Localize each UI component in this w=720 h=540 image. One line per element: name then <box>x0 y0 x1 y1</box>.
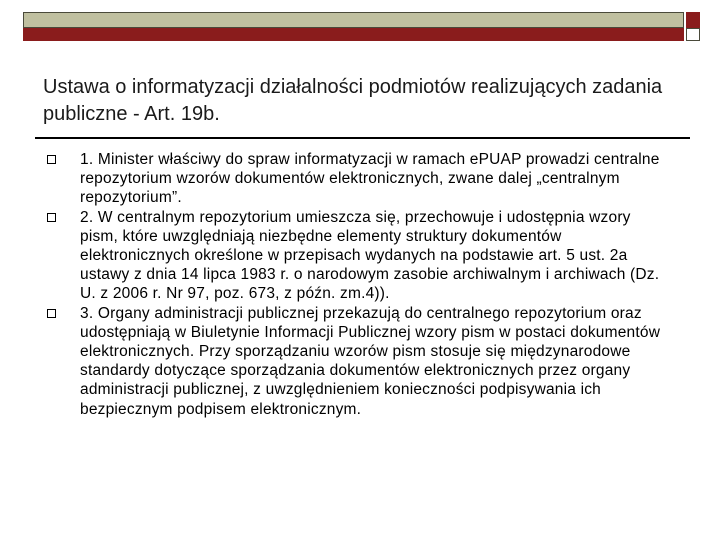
title-divider <box>35 137 690 139</box>
corner-outline-box <box>686 28 700 41</box>
slide-title: Ustawa o informatyzacji działalności podmiotów realizujących zadania publiczne - Art. 19b. <box>43 76 663 125</box>
header-accent-stripe <box>23 28 684 41</box>
list-item-text: 1. Minister właściwy do spraw informatyzacji w ramach ePUAP prowadzi centralne repozytorium wzorów dokumentów elektronicznych, zwane dalej „centralnym repozytorium”. <box>80 151 660 207</box>
corner-accent-box <box>686 12 700 28</box>
square-bullet-icon <box>47 309 56 318</box>
header-band <box>23 12 684 28</box>
list-item-text: 3. Organy administracji publicznej przekazują do centralnego repozytorium oraz udostępniają w Biuletynie Informacji Publicznej wzory pism w postaci dokumentów elektronicznych. Przy sporządzaniu wzorów pism stosuje się międzynarodowe standardy dotyczące sporządzania dokumentów elektronicznych przez organy administracji publicznej, z uwzględnieniem konieczności podpisywania ich bezpiecznym podpisem elektronicznym. <box>80 304 661 418</box>
list-item-text: 2. W centralnym repozytorium umieszcza się, przechowuje i udostępnia wzory pism, które uwzględniają niezbędne elementy struktury dokumentów elektronicznych określone w przepisach wydanych na podstawie art. 5 ust. 2a ustawy z dnia 14 lipca 1983 r. o narodowym zasobie archiwalnym i archiwach (Dz. U. z 2006 r. Nr 97, poz. 673, z późn. zm.4)). <box>80 208 660 303</box>
list-item <box>0 208 720 304</box>
square-bullet-icon <box>47 213 56 222</box>
square-bullet-icon <box>47 155 56 164</box>
list-item <box>0 304 720 419</box>
list-item <box>0 150 720 208</box>
bullet-list <box>0 150 720 419</box>
